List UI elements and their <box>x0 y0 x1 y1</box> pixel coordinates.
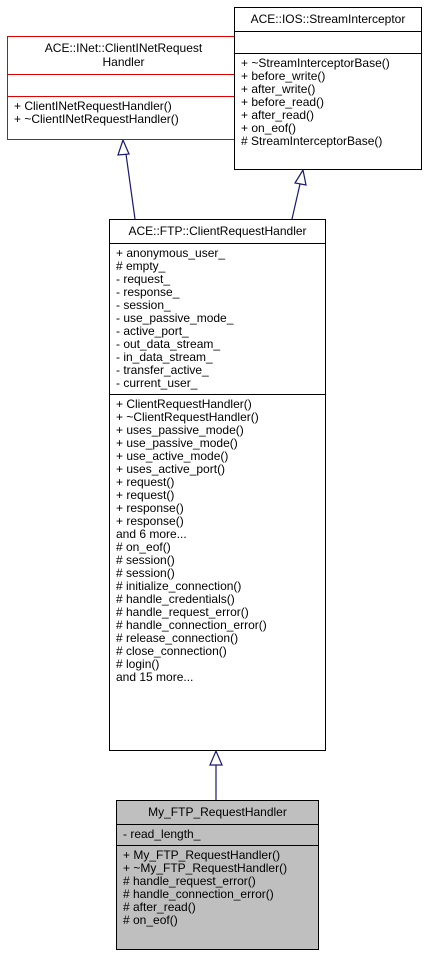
class-title: ACE::IOS::StreamInterceptor <box>235 8 421 32</box>
method: # handle_connection_error() <box>116 618 267 632</box>
method: # initialize_connection() <box>116 579 242 593</box>
attribute: - transfer_active_ <box>116 363 209 377</box>
method: + after_read() <box>241 108 315 122</box>
method: # login() <box>116 657 160 671</box>
methods-section <box>117 846 318 931</box>
attributes-section <box>8 75 239 97</box>
method: # handle_credentials() <box>116 592 235 606</box>
method: + ClientINetRequestHandler() <box>14 99 172 113</box>
arrowhead-interceptor <box>295 170 306 185</box>
method: + uses_passive_mode() <box>116 423 244 437</box>
more-methods-link[interactable]: and 6 more... <box>116 527 187 541</box>
attribute: - current_user_ <box>116 376 198 390</box>
attributes-section <box>110 244 325 395</box>
method: # close_connection() <box>116 644 227 658</box>
method: + ClientRequestHandler() <box>116 397 252 411</box>
method: # on_eof() <box>116 540 171 554</box>
methods-section <box>235 54 421 152</box>
attribute: - active_port_ <box>116 324 189 338</box>
method: # handle_request_error() <box>116 605 249 619</box>
class-ftp-client-request-handler[interactable] <box>109 219 326 751</box>
method: # handle_connection_error() <box>123 887 274 901</box>
attributes-section <box>235 32 421 54</box>
class-title: ACE::INet::ClientINetRequest Handler <box>8 37 239 75</box>
arrowhead-inet <box>118 140 129 155</box>
method: + before_read() <box>241 95 325 109</box>
method: + before_write() <box>241 69 326 83</box>
method: + use_passive_mode() <box>116 436 238 450</box>
arrowhead-ftp <box>210 751 222 765</box>
method: + ~StreamInterceptorBase() <box>241 56 390 70</box>
method: # release_connection() <box>116 631 239 645</box>
class-stream-interceptor[interactable] <box>234 7 422 170</box>
method: + request() <box>116 488 175 502</box>
method: + uses_active_port() <box>116 462 226 476</box>
method: + request() <box>116 475 175 489</box>
class-inet-client-request-handler[interactable] <box>7 36 240 140</box>
attribute: - use_passive_mode_ <box>116 311 234 325</box>
attribute: - in_data_stream_ <box>116 350 213 364</box>
attribute: - read_length_ <box>123 827 201 841</box>
class-my-ftp-request-handler[interactable] <box>116 800 319 950</box>
edge-ftp-to-interceptor <box>292 184 300 219</box>
method: # on_eof() <box>123 913 178 927</box>
method: + ~ClientINetRequestHandler() <box>14 112 179 126</box>
attribute: - response_ <box>116 285 180 299</box>
method: # handle_request_error() <box>123 874 256 888</box>
attribute: - out_data_stream_ <box>116 337 221 351</box>
attribute: - session_ <box>116 298 171 312</box>
more-methods-link[interactable]: and 15 more... <box>116 670 194 684</box>
method: + on_eof() <box>241 121 297 135</box>
methods-section <box>8 97 239 130</box>
method: # after_read() <box>123 900 196 914</box>
attribute: - request_ <box>116 272 171 286</box>
method: + after_write() <box>241 82 316 96</box>
edge-ftp-to-inet <box>126 154 135 219</box>
attribute: # empty_ <box>116 259 166 273</box>
attribute: + anonymous_user_ <box>116 246 226 260</box>
method: # StreamInterceptorBase() <box>241 134 383 148</box>
method: + response() <box>116 501 184 515</box>
method: + response() <box>116 514 184 528</box>
class-title: ACE::FTP::ClientRequestHandler <box>110 220 325 244</box>
method: + ~My_FTP_RequestHandler() <box>123 861 288 875</box>
method: + ~ClientRequestHandler() <box>116 410 259 424</box>
method: # session() <box>116 566 175 580</box>
methods-section <box>110 395 325 688</box>
method: + use_active_mode() <box>116 449 229 463</box>
method: + My_FTP_RequestHandler() <box>123 848 281 862</box>
class-title: My_FTP_RequestHandler <box>117 801 318 825</box>
attributes-section <box>117 825 318 846</box>
method: # session() <box>116 553 175 567</box>
